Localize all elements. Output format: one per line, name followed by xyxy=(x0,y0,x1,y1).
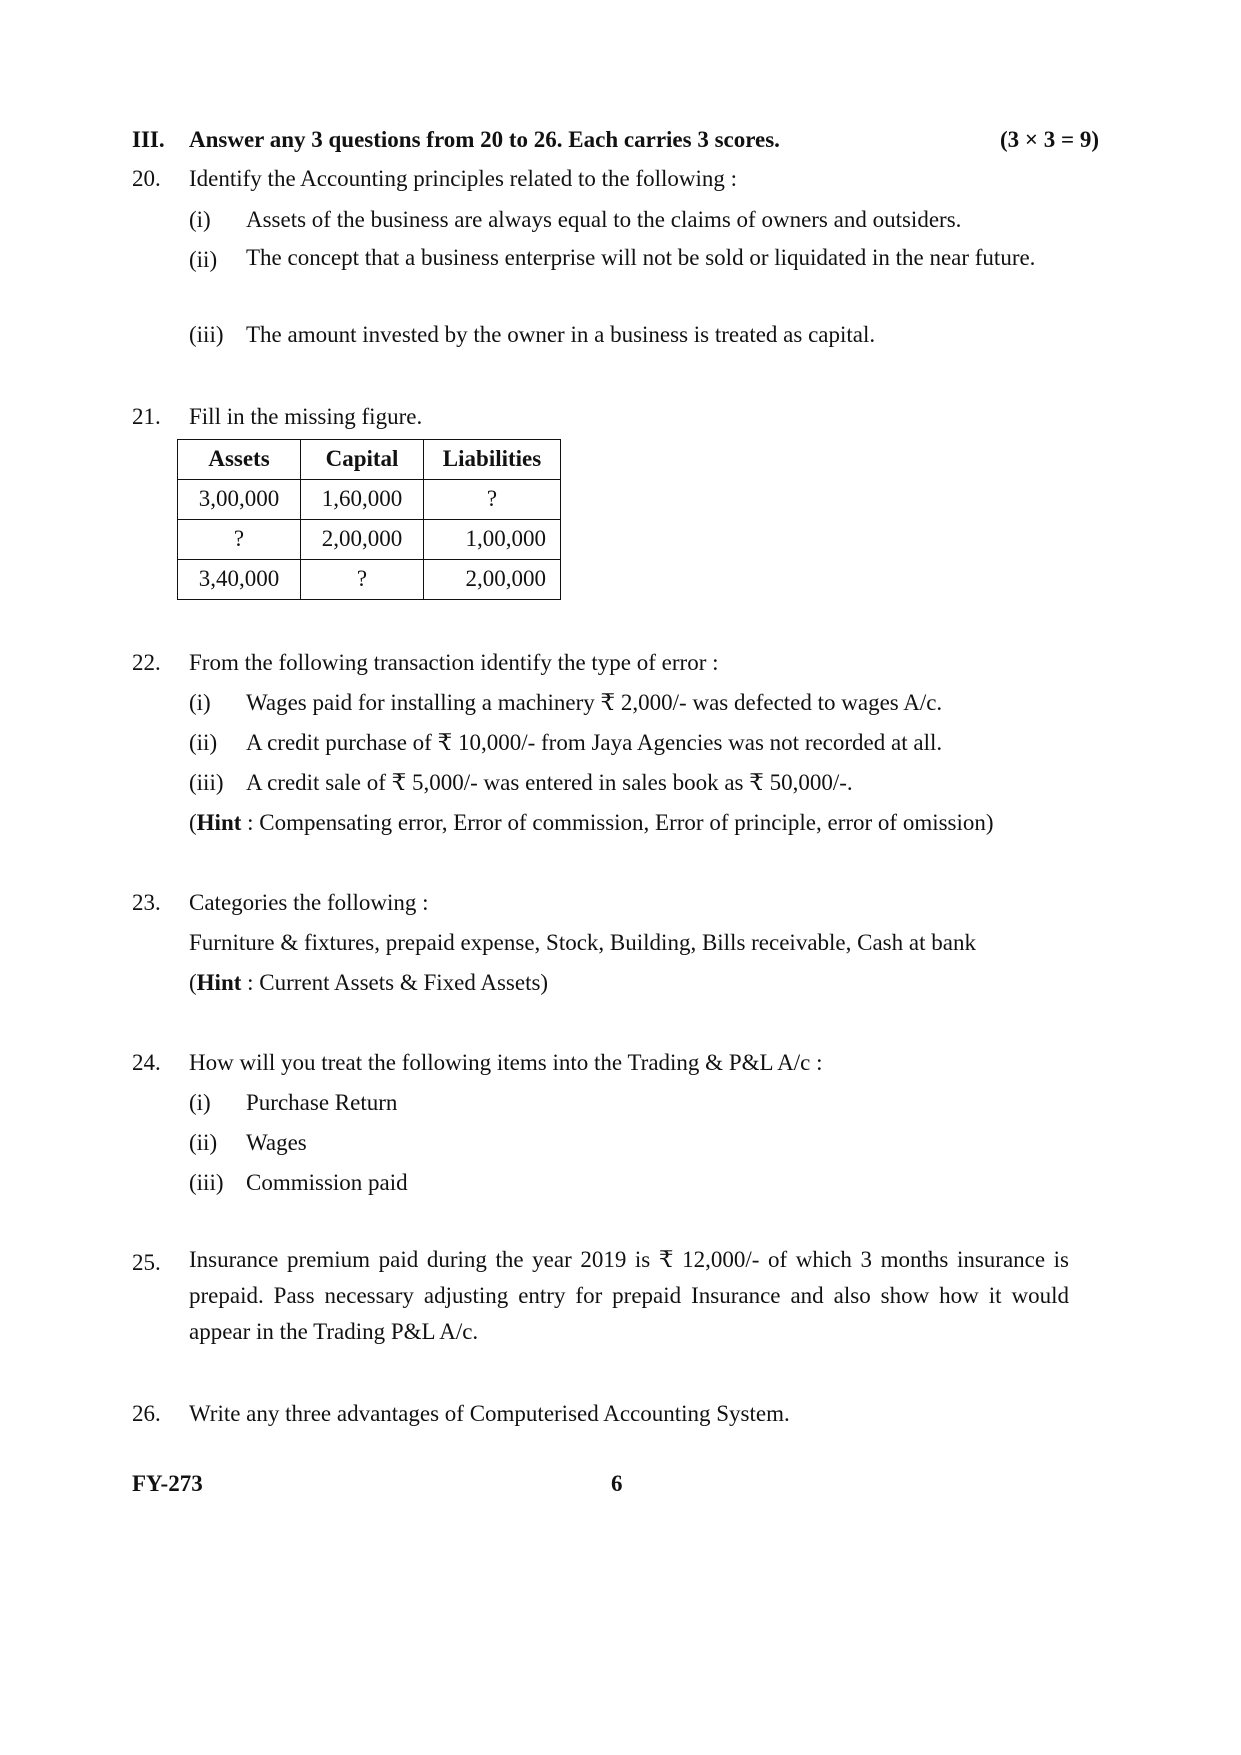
table-row xyxy=(178,480,561,520)
section-instruction: Answer any 3 questions from 20 to 26. Each carries 3 scores. xyxy=(189,127,780,152)
item-text: Wages xyxy=(246,1130,307,1155)
table-cell: ? xyxy=(301,560,424,600)
question-text: Insurance premium paid during the year 2019 is ₹ 12,000/- of which 3 months insurance is prepaid. Pass necessary adjusting entry for prepaid Insurance and also show how it would appear in the Trading P&L A/c. xyxy=(189,1247,1069,1344)
question-number: 20. xyxy=(132,166,161,191)
table-header: Capital xyxy=(301,440,424,480)
missing-figure-table xyxy=(177,439,561,600)
item-number: (ii) xyxy=(189,730,218,755)
item-text: The concept that a business enterprise will not be sold or liquidated in the near future. xyxy=(246,245,1036,270)
hint-label: Hint xyxy=(196,970,242,995)
hint-line: (Hint : Current Assets & Fixed Assets) xyxy=(189,970,549,995)
question-number: 26. xyxy=(132,1401,161,1426)
hint-label: Hint xyxy=(196,810,242,835)
question-text: Categories the following : xyxy=(189,890,429,915)
table-cell: 1,00,000 xyxy=(424,520,561,560)
paper-code: FY-273 xyxy=(132,1471,203,1496)
item-text: Purchase Return xyxy=(246,1090,398,1115)
question-number: 21. xyxy=(132,404,161,429)
question-text: Identify the Accounting principles related to the following : xyxy=(189,166,738,191)
item-text: A credit sale of ₹ 5,000/- was entered in sales book as ₹ 50,000/-. xyxy=(246,770,853,795)
item-number: (ii) xyxy=(189,1130,218,1155)
section-marks: (3 × 3 = 9) xyxy=(1000,127,1100,152)
item-number: (iii) xyxy=(189,1170,224,1195)
table-cell: 2,00,000 xyxy=(424,560,561,600)
question-text: Write any three advantages of Computerised Accounting System. xyxy=(189,1401,790,1426)
question-text: From the following transaction identify the type of error : xyxy=(189,650,719,675)
table-cell: 3,00,000 xyxy=(178,480,301,520)
question-number: 25. xyxy=(132,1250,161,1275)
table-cell: 1,60,000 xyxy=(301,480,424,520)
table-row xyxy=(178,560,561,600)
question-text: Fill in the missing figure. xyxy=(189,404,423,429)
item-text: A credit purchase of ₹ 10,000/- from Jaya Agencies was not recorded at all. xyxy=(246,730,943,755)
section-label: III. xyxy=(132,127,165,152)
item-number: (iii) xyxy=(189,770,224,795)
page-number: 6 xyxy=(611,1471,623,1496)
table-cell: ? xyxy=(424,480,561,520)
question-number: 22. xyxy=(132,650,161,675)
table-row xyxy=(178,520,561,560)
item-text: Wages paid for installing a machinery ₹ 2,000/- was defected to wages A/c. xyxy=(246,690,943,715)
item-number: (i) xyxy=(189,207,211,232)
question-number: 23. xyxy=(132,890,161,915)
item-number: (ii) xyxy=(189,247,218,272)
category-list: Furniture & fixtures, prepaid expense, Stock, Building, Bills receivable, Cash at bank xyxy=(189,930,976,955)
question-number: 24. xyxy=(132,1050,161,1075)
hint-line: (Hint : Compensating error, Error of commission, Error of principle, error of omission) xyxy=(189,810,994,835)
table-cell: ? xyxy=(178,520,301,560)
table-header: Liabilities xyxy=(424,440,561,480)
hint-text: : Current Assets & Fixed Assets) xyxy=(241,970,549,995)
item-text: The amount invested by the owner in a business is treated as capital. xyxy=(246,322,876,347)
question-text: How will you treat the following items into the Trading & P&L A/c : xyxy=(189,1050,823,1075)
table-header: Assets xyxy=(178,440,301,480)
table-cell: 2,00,000 xyxy=(301,520,424,560)
item-number: (i) xyxy=(189,1090,211,1115)
item-number: (i) xyxy=(189,690,211,715)
table-header-row xyxy=(178,440,561,480)
item-number: (iii) xyxy=(189,322,224,347)
hint-text: : Compensating error, Error of commission, Error of principle, error of omission) xyxy=(241,810,994,835)
item-text: Assets of the business are always equal to the claims of owners and outsiders. xyxy=(246,207,962,232)
item-text: Commission paid xyxy=(246,1170,408,1195)
table-cell: 3,40,000 xyxy=(178,560,301,600)
